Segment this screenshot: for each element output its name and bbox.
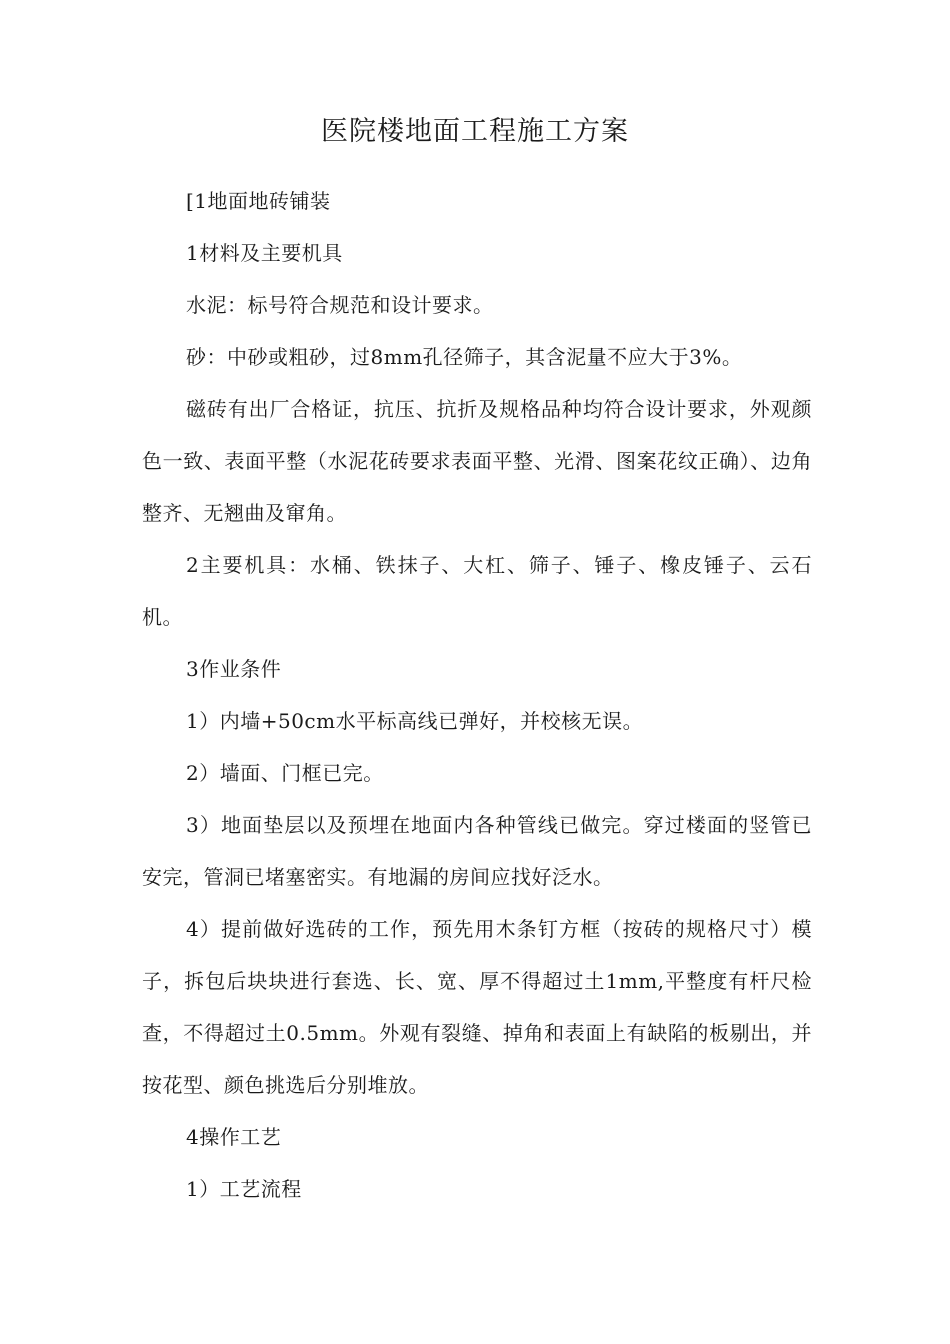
condition-item-4: 4）提前做好选砖的工作，预先用木条钉方框（按砖的规格尺寸）模子，拆包后块块进行套选、长、宽、厚不得超过土1mm,平整度有杆尺检查，不得超过土0.5mm。外观有裂缝、掉角和表面上有缺陷的板剔出，并按花型、颜色挑选后分别堆放。 <box>142 917 812 1097</box>
subsection-work-conditions: 3作业条件 <box>186 657 282 681</box>
paragraph-cement: 水泥：标号符合规范和设计要求。 <box>186 293 494 317</box>
condition-item-3: 3）地面垫层以及预埋在地面内各种管线已做完。穿过楼面的竖管已安完，管洞已堵塞密实。有地漏的房间应找好泛水。 <box>142 813 812 889</box>
document-title: 医院楼地面工程施工方案 <box>321 116 629 147</box>
paragraph-tiles: 磁砖有出厂合格证，抗压、抗折及规格品种均符合设计要求，外观颜色一致、表面平整（水泥花砖要求表面平整、光滑、图案花纹正确）、边角整齐、无翘曲及窜角。 <box>142 397 812 525</box>
paragraph-sand: 砂：中砂或粗砂，过8mm孔径筛子，其含泥量不应大于3%。 <box>186 345 743 369</box>
condition-item-1: 1）内墙+50cm水平标高线已弹好，并校核无误。 <box>186 709 644 733</box>
process-item-1: 1）工艺流程 <box>186 1177 302 1201</box>
document-body <box>142 175 812 1215</box>
paragraph-main-tools: 2主要机具：水桶、铁抹子、大杠、筛子、锤子、橡皮锤子、云石机。 <box>142 553 812 629</box>
section-heading-floor-tile: [1地面地砖铺装 <box>186 189 331 213</box>
subsection-materials-tools: 1材料及主要机具 <box>186 241 343 265</box>
subsection-operation-process: 4操作工艺 <box>186 1125 282 1149</box>
condition-item-2: 2）墙面、门框已完。 <box>186 761 384 785</box>
